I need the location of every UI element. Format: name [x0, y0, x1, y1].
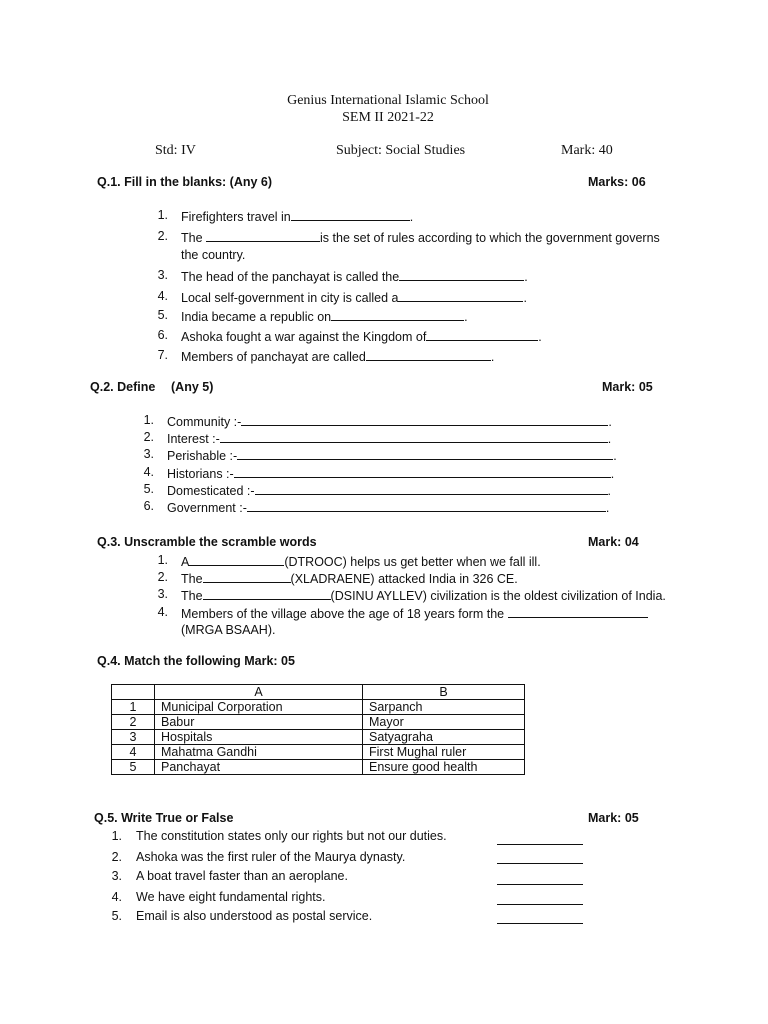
list-item	[167, 482, 611, 498]
column-a-cell: Babur	[155, 715, 363, 730]
list-item: The constitution states only our rights but not our duties.	[136, 829, 447, 843]
table-header-b: B	[363, 685, 525, 700]
row-number: 1	[112, 700, 155, 715]
item-text: Community :-	[167, 415, 242, 429]
answer-blank[interactable]	[331, 308, 464, 321]
item-text: Members of panchayat are called	[181, 350, 366, 364]
answer-blank[interactable]	[497, 862, 583, 864]
q2-any: (Any 5)	[171, 380, 214, 394]
item-text: Ashoka fought a war against the Kingdom of	[181, 330, 427, 344]
answer-blank[interactable]	[497, 903, 583, 905]
item-text: Government :-	[167, 501, 247, 515]
item-end: .	[538, 330, 542, 344]
answer-blank[interactable]	[247, 499, 606, 512]
item-end: .	[490, 350, 495, 364]
subject-label: Subject: Social Studies	[336, 143, 466, 158]
list-number: 2.	[157, 229, 168, 243]
list-number: 4.	[157, 289, 168, 303]
answer-blank[interactable]	[497, 843, 583, 845]
item-end: (DTROOC) helps us get better when we fall ill.	[284, 555, 541, 569]
list-item	[167, 465, 614, 481]
item-text: Members of the village above the age of 18 years form the	[181, 607, 508, 621]
item-end: .	[523, 291, 527, 305]
list-number: 1.	[143, 413, 154, 427]
list-item	[181, 553, 541, 569]
item-end: is the set of rules according to which the government governs	[320, 231, 660, 245]
table-row	[112, 760, 525, 775]
answer-blank[interactable]	[255, 482, 608, 495]
table-row	[112, 730, 525, 745]
table-row	[112, 700, 525, 715]
q2-title: Q.2. Define	[90, 380, 156, 394]
list-number: 4.	[111, 890, 122, 904]
list-number: 4.	[143, 465, 154, 479]
item-end: (XLADRAENE) attacked India in 326 CE.	[290, 572, 518, 586]
list-item	[181, 328, 542, 344]
list-number: 4.	[157, 605, 168, 619]
column-a-cell: Panchayat	[155, 760, 363, 775]
item-end: .	[607, 432, 612, 446]
list-item: Email is also understood as postal service.	[136, 909, 373, 923]
item-continuation: (MRGA BSAAH).	[181, 623, 276, 637]
q1-title: Q.1. Fill in the blanks: (Any 6)	[97, 175, 273, 189]
list-item	[181, 229, 660, 245]
list-number: 2.	[111, 850, 122, 864]
list-item	[181, 289, 527, 305]
item-text: Firefighters travel in	[181, 210, 291, 224]
list-number: 3.	[111, 869, 122, 883]
list-number: 1.	[157, 208, 168, 222]
answer-blank[interactable]	[291, 208, 410, 221]
row-number: 5	[112, 760, 155, 775]
list-item	[181, 605, 648, 621]
item-text: The head of the panchayat is called the	[181, 270, 400, 284]
column-a-cell: Mahatma Gandhi	[155, 745, 363, 760]
item-end: (DSINU AYLLEV) civilization is the oldest civilization of India.	[330, 589, 666, 603]
answer-blank[interactable]	[220, 430, 608, 443]
item-text: Domesticated :-	[167, 484, 255, 498]
item-text: The	[181, 589, 203, 603]
answer-blank[interactable]	[237, 447, 613, 460]
q1-marks: Marks: 06	[588, 175, 646, 189]
answer-blank[interactable]	[398, 289, 523, 302]
list-number: 2.	[143, 430, 154, 444]
answer-blank[interactable]	[203, 587, 331, 600]
list-item	[167, 413, 612, 429]
item-end: .	[605, 501, 610, 515]
table-row	[112, 715, 525, 730]
answer-blank[interactable]	[426, 328, 538, 341]
list-number: 7.	[157, 348, 168, 362]
item-text: A	[181, 555, 190, 569]
list-number: 1.	[157, 553, 168, 567]
list-item: We have eight fundamental rights.	[136, 890, 326, 904]
list-item: Ashoka was the first ruler of the Maurya dynasty.	[136, 850, 406, 864]
item-text: The	[181, 231, 207, 245]
answer-blank[interactable]	[508, 605, 648, 618]
std-label: Std: IV	[155, 143, 196, 158]
column-b-cell: Satyagraha	[363, 730, 525, 745]
list-number: 6.	[143, 499, 154, 513]
answer-blank[interactable]	[366, 348, 491, 361]
list-item	[181, 308, 468, 324]
list-item	[181, 208, 413, 224]
q3-marks: Mark: 04	[588, 535, 639, 549]
q5-marks: Mark: 05	[588, 811, 639, 825]
table-header-row	[112, 685, 525, 700]
total-mark: Mark: 40	[561, 143, 613, 158]
match-table	[111, 684, 525, 775]
item-end: .	[464, 310, 468, 324]
list-item	[181, 587, 666, 603]
table-row	[112, 745, 525, 760]
row-number: 2	[112, 715, 155, 730]
list-number: 1.	[111, 829, 122, 843]
list-number: 6.	[157, 328, 168, 342]
answer-blank[interactable]	[203, 570, 291, 583]
list-number: 5.	[143, 482, 154, 496]
item-text: Perishable :-	[167, 449, 238, 463]
column-b-cell: First Mughal ruler	[363, 745, 525, 760]
item-end: .	[613, 449, 617, 463]
item-end: .	[608, 415, 612, 429]
table-header-num	[112, 685, 155, 700]
list-item	[181, 348, 494, 364]
column-b-cell: Sarpanch	[363, 700, 525, 715]
q2-marks: Mark: 05	[602, 380, 653, 394]
answer-blank[interactable]	[497, 883, 583, 885]
column-b-cell: Ensure good health	[363, 760, 525, 775]
list-number: 3.	[157, 268, 168, 282]
q4-title: Q.4. Match the following Mark: 05	[97, 654, 295, 668]
item-end: .	[409, 210, 414, 224]
q3-title: Q.3. Unscramble the scramble words	[97, 535, 317, 549]
row-number: 3	[112, 730, 155, 745]
list-item	[181, 570, 518, 586]
list-item: A boat travel faster than an aeroplane.	[136, 869, 348, 883]
answer-blank[interactable]	[234, 465, 611, 478]
item-continuation: the country.	[181, 248, 246, 262]
list-number: 2.	[157, 570, 168, 584]
answer-blank[interactable]	[206, 229, 320, 242]
column-a-cell: Hospitals	[155, 730, 363, 745]
item-end: .	[524, 270, 528, 284]
answer-blank[interactable]	[189, 553, 284, 566]
row-number: 4	[112, 745, 155, 760]
answer-blank[interactable]	[399, 268, 524, 281]
column-b-cell: Mayor	[363, 715, 525, 730]
item-text: Local self-government in city is called a	[181, 291, 399, 305]
answer-blank[interactable]	[241, 413, 608, 426]
item-text: The	[181, 572, 203, 586]
item-end: .	[610, 467, 615, 481]
list-number: 5.	[111, 909, 122, 923]
table-header-a: A	[155, 685, 363, 700]
semester: SEM II 2021-22	[342, 110, 434, 125]
list-number: 3.	[157, 587, 168, 601]
list-item	[167, 430, 611, 446]
q5-title: Q.5. Write True or False	[94, 811, 234, 825]
item-text: Historians :-	[167, 467, 234, 481]
answer-blank[interactable]	[497, 922, 583, 924]
list-number: 3.	[143, 447, 154, 461]
list-number: 5.	[157, 308, 168, 322]
item-text: India became a republic on	[181, 310, 332, 324]
column-a-cell: Municipal Corporation	[155, 700, 363, 715]
list-item	[167, 447, 617, 463]
list-item	[167, 499, 609, 515]
item-end: .	[607, 484, 612, 498]
list-item	[181, 268, 528, 284]
school-name: Genius International Islamic School	[287, 93, 489, 108]
item-text: Interest :-	[167, 432, 220, 446]
